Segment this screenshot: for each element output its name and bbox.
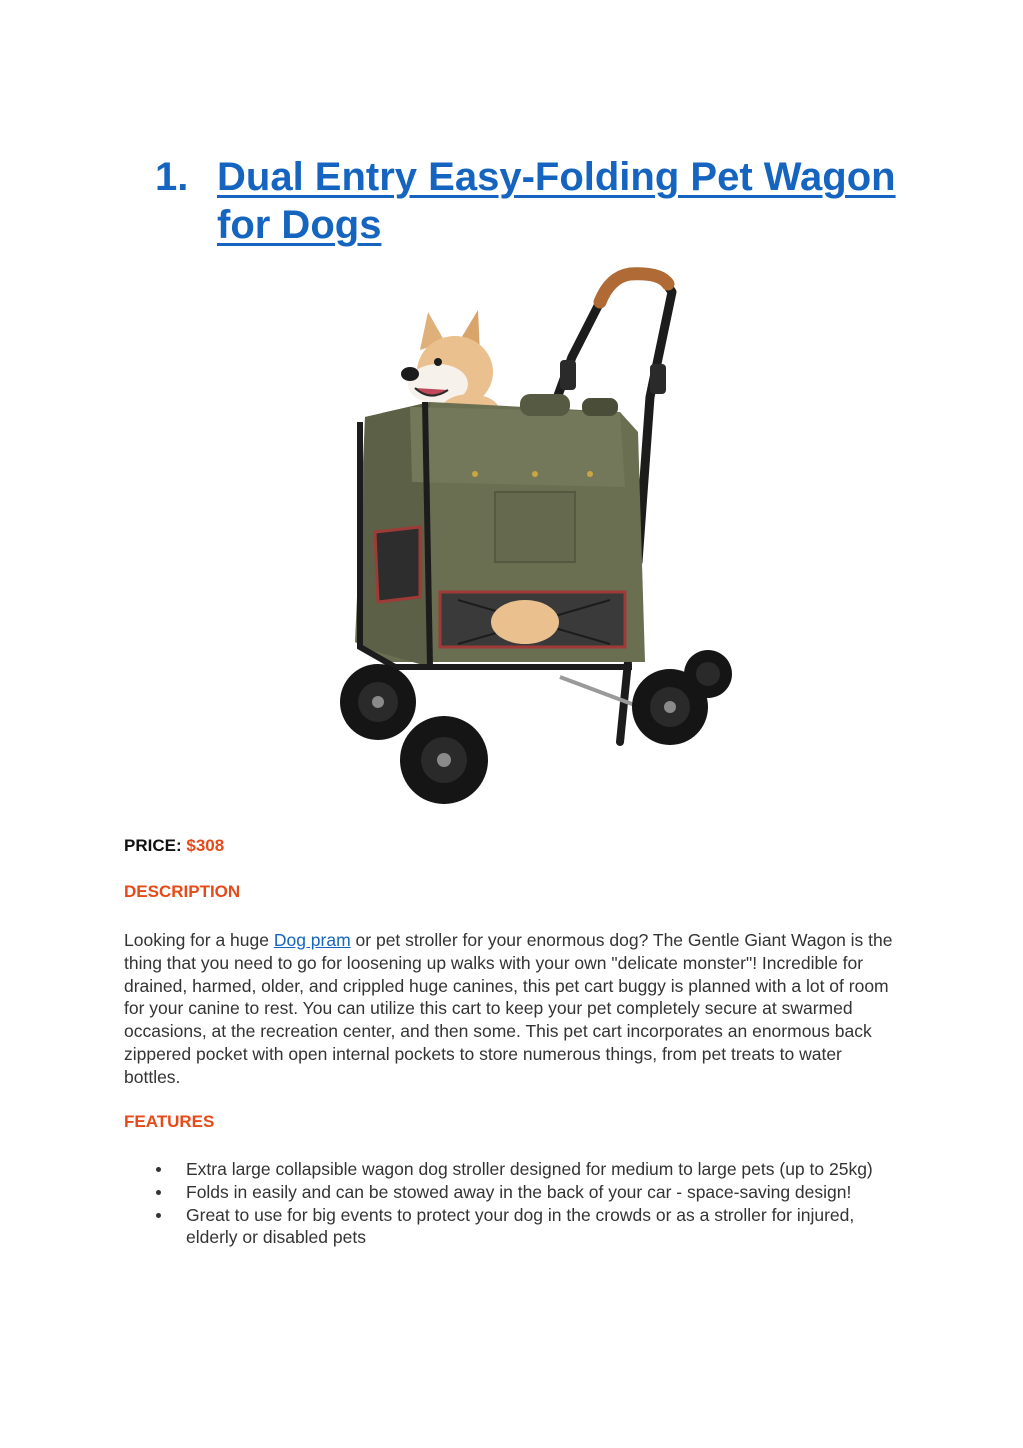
description-text-start: Looking for a huge <box>124 930 274 950</box>
heading-title-link[interactable]: Dual Entry Easy-Folding Pet Wagon for Dogs <box>217 154 896 247</box>
heading-number: 1. <box>155 154 189 199</box>
stroller-wheels <box>340 650 732 804</box>
features-title: FEATURES <box>124 1112 215 1131</box>
feature-item <box>156 1158 896 1181</box>
price-line <box>124 836 224 856</box>
feature-text: Folds in easily and can be stowed away in the back of your car - space-saving design! <box>186 1181 852 1202</box>
description-text <box>124 929 894 1089</box>
price-label: PRICE: <box>124 836 182 855</box>
feature-item <box>156 1181 896 1204</box>
feature-item <box>156 1204 896 1250</box>
feature-text: Great to use for big events to protect your dog in the crowds or as a stroller for injured, elderly or disabled pets <box>186 1204 855 1248</box>
features-list <box>156 1158 896 1249</box>
description-text-rest: or pet stroller for your enormous dog? The Gentle Giant Wagon is the thing that you need to go for loosening up walks with your own "delicate monster"! Incredible for drained, harmed, older, and crippled huge canines, this pet cart buggy is planned with a lot of room for your canine to rest. You can utilize this cart to keep your pet completely secure at swarmed occasions, at the recreation center, and then some. This pet cart incorporates an enormous back zippered pocket with open internal pockets to store numerous things, from pet treats to water bottles. <box>124 930 893 1087</box>
description-title: DESCRIPTION <box>124 882 241 901</box>
feature-text: Extra large collapsible wagon dog stroller designed for medium to large pets (up to 25kg) <box>186 1159 873 1179</box>
bullet-icon <box>156 1167 161 1172</box>
dog-pram-link[interactable]: Dog pram <box>273 930 351 950</box>
product-image <box>320 262 740 812</box>
page-heading <box>155 153 915 249</box>
bullet-icon <box>156 1213 161 1218</box>
price-value: $308 <box>186 836 225 855</box>
bullet-icon <box>156 1190 161 1195</box>
stroller-body <box>355 394 645 667</box>
